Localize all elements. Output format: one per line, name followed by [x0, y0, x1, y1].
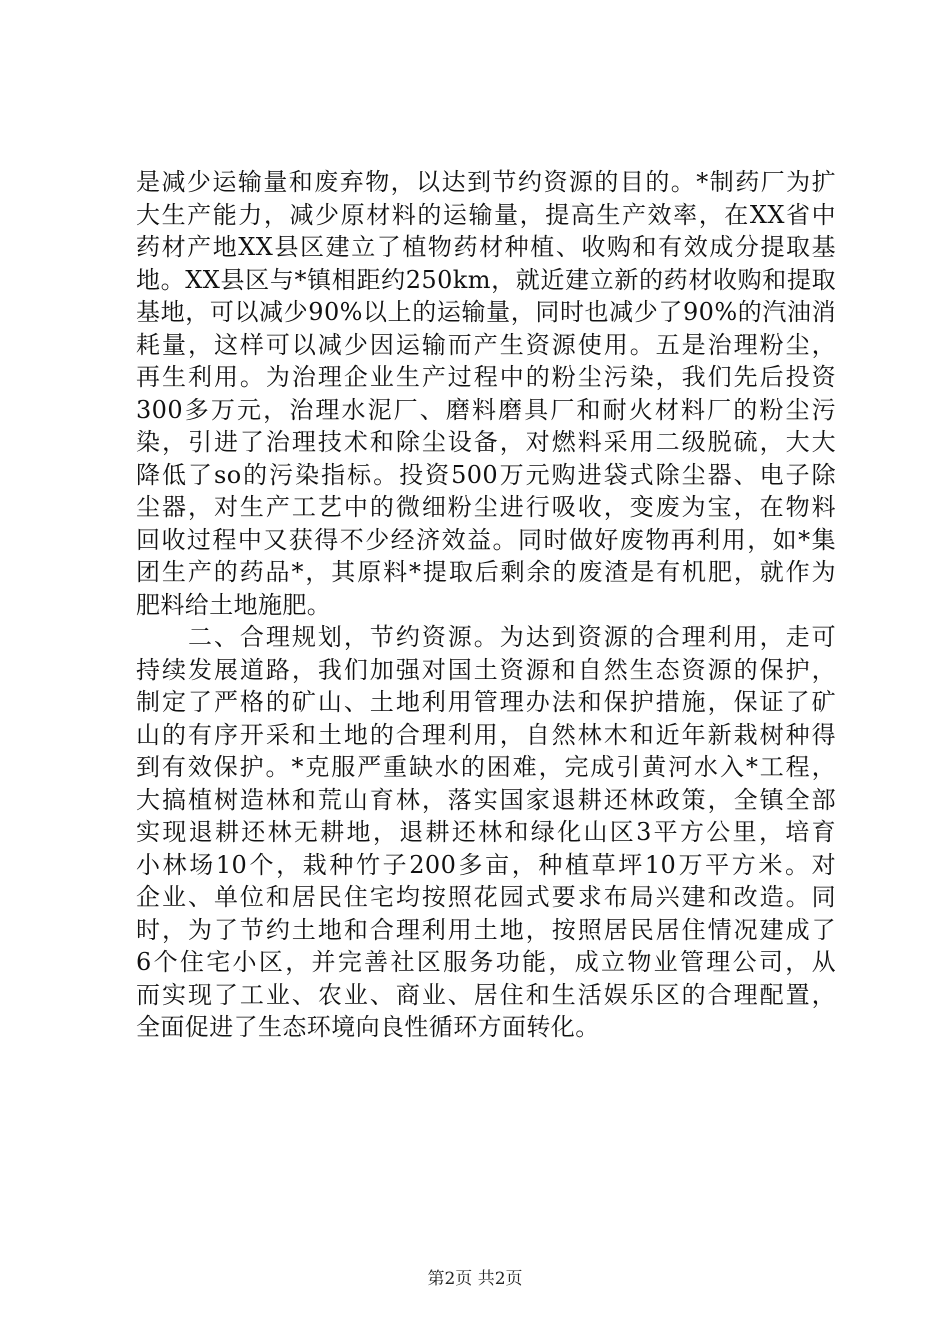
text-line: 尘器，对生产工艺中的微细粉尘进行吸收，变废为宝，在物料: [136, 493, 836, 521]
text-line: 而实现了工业、农业、商业、居住和生活娱乐区的合理配置，: [136, 980, 836, 1009]
text-line: 制定了严格的矿山、土地利用管理办法和保护措施，保证了矿: [136, 688, 836, 716]
text-line: 大生产能力，减少原材料的运输量，提高生产效率，在XX省中: [136, 200, 836, 229]
text-line: 小林场10个，栽种竹子200多亩，种植草坪10万平方米。对: [136, 850, 836, 879]
page-number-footer: 第2页 共2页: [427, 1269, 523, 1289]
text-line: 时，为了节约土地和合理利用土地，按照居民居住情况建成了: [136, 915, 836, 944]
text-line: 基地，可以减少90%以上的运输量，同时也减少了90%的汽油消: [136, 298, 836, 326]
text-line: 企业、单位和居民住宅均按照花园式要求布局兴建和改造。同: [136, 883, 836, 911]
text-line: 再生利用。为治理企业生产过程中的粉尘污染，我们先后投资: [136, 363, 836, 391]
text-line: 大搞植树造林和荒山育林，落实国家退耕还林政策，全镇全部: [136, 785, 836, 814]
text-line: 药材产地XX县区建立了植物药材种植、收购和有效成分提取基: [136, 233, 836, 261]
text-line: 团生产的药品*，其原料*提取后剩余的废渣是有机肥，就作为: [136, 558, 836, 586]
body-text: [136, 166, 836, 1044]
text-line: 染，引进了治理技术和除尘设备，对燃料采用二级脱硫，大大: [136, 428, 836, 456]
text-line: 是减少运输量和废弃物，以达到节约资源的目的。*制药厂为扩: [136, 168, 836, 196]
paragraph-end-line: 肥料给土地施肥。: [136, 590, 332, 619]
text-line: 降低了so的污染指标。投资500万元购进袋式除尘器、电子除: [136, 460, 836, 489]
paragraph-end-line: 全面促进了生态环境向良性循环方面转化。: [136, 1013, 600, 1041]
text-line: 持续发展道路，我们加强对国土资源和自然生态资源的保护，: [136, 655, 836, 684]
text-line: 实现退耕还林无耕地，退耕还林和绿化山区3平方公里，培育: [136, 818, 836, 846]
text-line: 6个住宅小区，并完善社区服务功能，成立物业管理公司，从: [136, 948, 836, 976]
text-line: 到有效保护。*克服严重缺水的困难，完成引黄河水入*工程，: [136, 753, 836, 781]
text-line: 回收过程中又获得不少经济效益。同时做好废物再利用，如*集: [136, 525, 836, 554]
text-line: 耗量，这样可以减少因运输而产生资源使用。五是治理粉尘，: [136, 330, 836, 359]
text-line: 二、合理规划，节约资源。为达到资源的合理利用，走可: [136, 623, 836, 651]
text-line: 300多万元，治理水泥厂、磨料磨具厂和耐火材料厂的粉尘污: [136, 395, 836, 424]
text-line: 地。XX县区与*镇相距约250km，就近建立新的药材收购和提取: [136, 265, 836, 294]
text-line: 山的有序开采和土地的合理利用，自然林木和近年新栽树种得: [136, 720, 836, 749]
